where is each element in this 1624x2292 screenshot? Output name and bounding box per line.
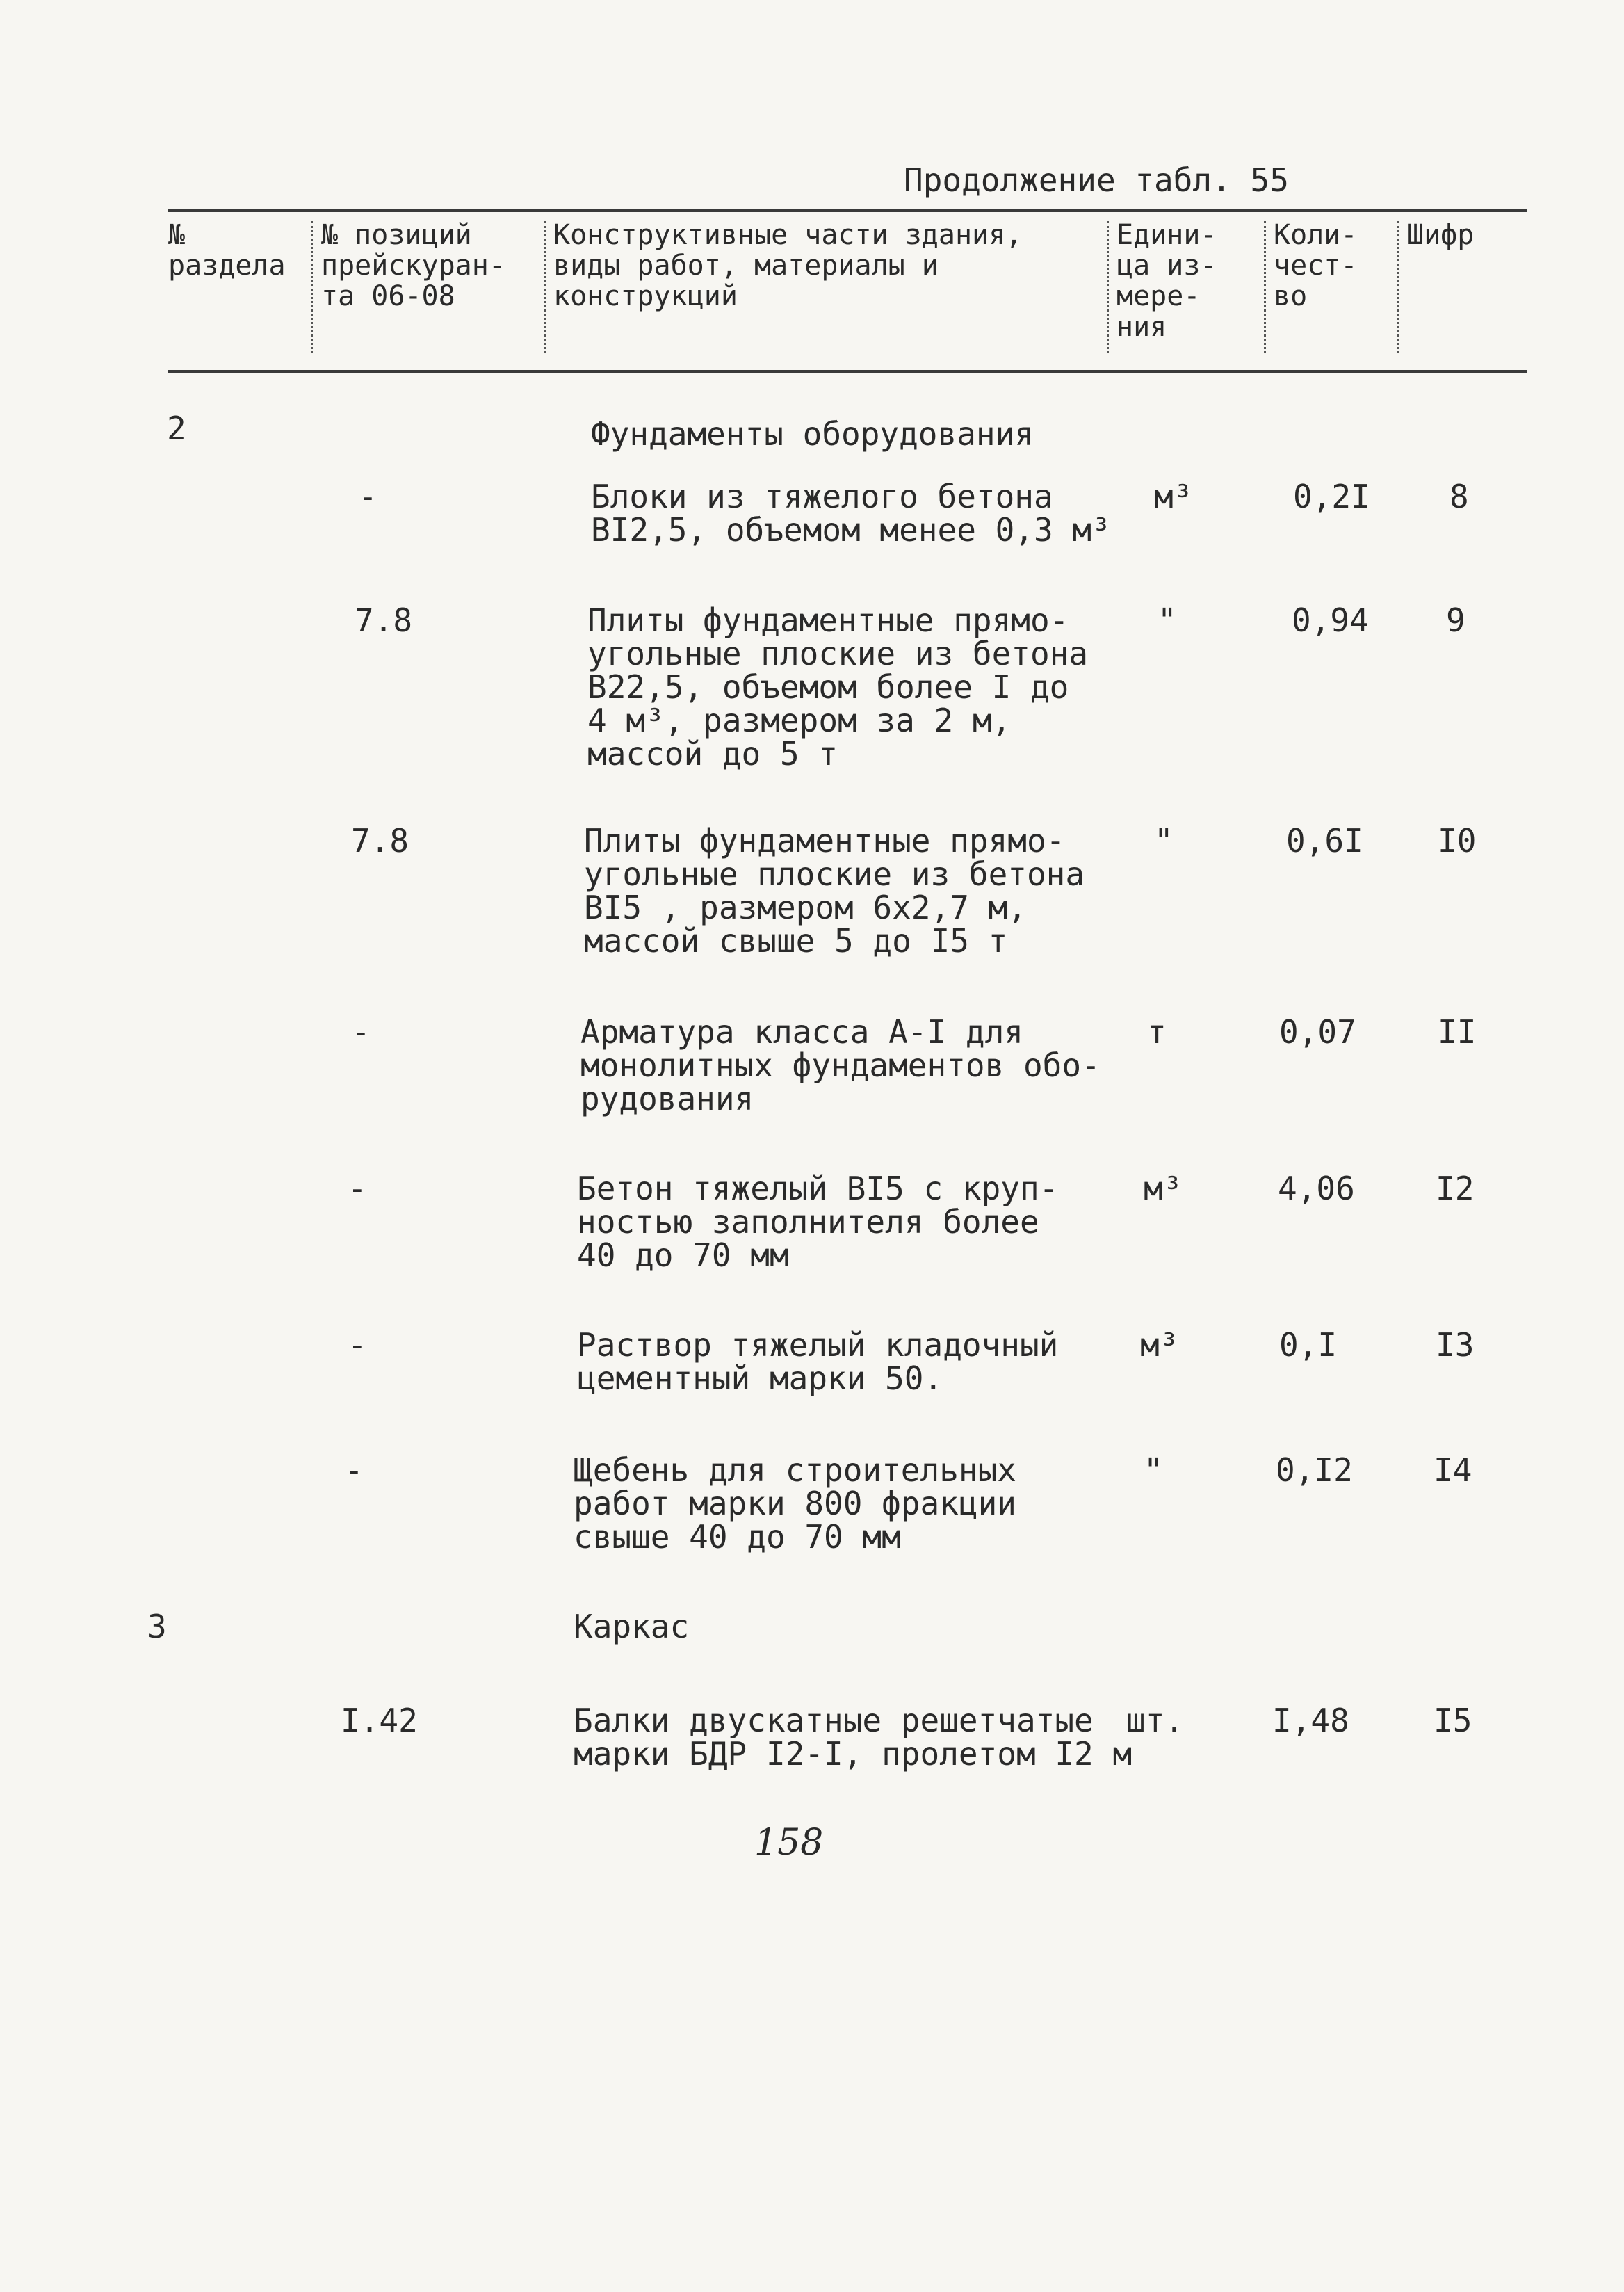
col-header-quantity: Коли- чест- во (1274, 219, 1358, 312)
row-position: - (348, 1326, 367, 1364)
page-number: 158 (754, 1822, 824, 1864)
row-position: - (351, 1013, 371, 1051)
row-code: I0 (1438, 822, 1477, 860)
row-quantity: 0,94 (1292, 602, 1369, 639)
row-description: Раствор тяжелый кладочный цементный марки 50. (577, 1326, 1059, 1397)
row-code: II (1438, 1013, 1477, 1051)
row-description: Балки двускатные решетчатые марки БДР I2-I, пролетом I2 м (574, 1702, 1132, 1773)
row-description: Фундаменты оборудования (591, 415, 1034, 453)
row-unit: т (1147, 1013, 1167, 1051)
row-unit: шт. (1126, 1702, 1185, 1739)
row-quantity: 0,07 (1279, 1013, 1356, 1051)
row-unit: м³ (1140, 1326, 1179, 1364)
col-header-unit: Едини- ца из- мере- ния (1116, 219, 1217, 343)
col-header-section: № раздела (168, 219, 286, 282)
col-divider (1264, 221, 1266, 353)
col-divider (544, 221, 546, 353)
row-position: 7.8 (351, 822, 409, 860)
row-position: 7.8 (355, 602, 413, 639)
row-quantity: 0,6I (1286, 822, 1363, 860)
row-description: Каркас (574, 1608, 690, 1645)
col-header-position: № позиций прейскуран- та 06-08 (321, 219, 505, 312)
row-description: Щебень для строительных работ марки 800 фракции свыше 40 до 70 мм (574, 1451, 1016, 1556)
row-quantity: 4,06 (1278, 1170, 1355, 1207)
row-quantity: 0,I (1279, 1326, 1338, 1364)
row-position: - (344, 1451, 364, 1489)
table-continuation-title: Продолжение табл. 55 (904, 161, 1289, 199)
row-section: 3 (147, 1608, 167, 1645)
table-header-rule (168, 370, 1527, 373)
row-code: 9 (1446, 602, 1465, 639)
col-divider (311, 221, 313, 353)
table-top-rule (168, 209, 1527, 212)
col-divider (1107, 221, 1109, 353)
row-quantity: 0,2I (1293, 478, 1370, 515)
row-position: I.42 (341, 1702, 418, 1739)
row-unit: " (1154, 822, 1174, 860)
row-code: I3 (1436, 1326, 1475, 1364)
col-divider (1397, 221, 1399, 353)
row-unit: " (1144, 1451, 1163, 1489)
row-position: - (358, 478, 377, 515)
row-quantity: 0,I2 (1276, 1451, 1353, 1489)
row-description: Арматура класса А-I для монолитных фундаментов обо- рудования (580, 1013, 1101, 1117)
row-code: I4 (1434, 1451, 1472, 1489)
row-section: 2 (167, 410, 186, 447)
row-position: - (348, 1170, 367, 1207)
row-description: Бетон тяжелый ВI5 с круп- ностью заполнителя более 40 до 70 мм (577, 1170, 1059, 1274)
col-header-description: Конструктивные части здания, виды работ, материалы и конструкций (553, 219, 1023, 312)
row-unit: м³ (1144, 1170, 1183, 1207)
row-code: 8 (1450, 478, 1469, 515)
row-description: Плиты фундаментные прямо- угольные плоские из бетона ВI5 , размером 6х2,7 м, массой свыше 5 до I5 т (584, 822, 1085, 960)
row-unit: м³ (1154, 478, 1193, 515)
row-code: I2 (1436, 1170, 1475, 1207)
row-description: Плиты фундаментные прямо- угольные плоские из бетона В22,5, объемом более I до 4 м³, размером за 2 м, массой до 5 т (587, 602, 1089, 773)
row-quantity: I,48 (1272, 1702, 1349, 1739)
row-description: Блоки из тяжелого бетона ВI2,5, объемом менее 0,3 м³ (591, 478, 1111, 549)
col-header-code: Шифр (1407, 219, 1475, 251)
row-code: I5 (1434, 1702, 1472, 1739)
row-unit: " (1158, 602, 1177, 639)
